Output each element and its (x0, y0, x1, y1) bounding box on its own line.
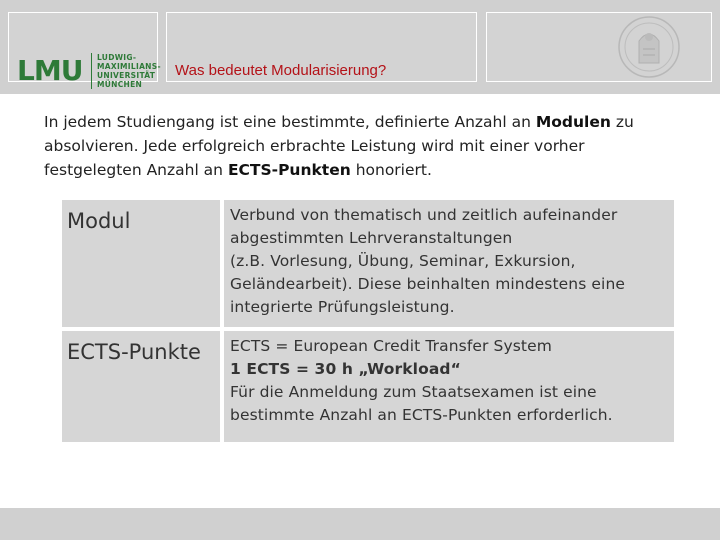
intro-paragraph (44, 110, 684, 182)
definition-line: integrierte Prüfungsleistung. (230, 298, 455, 316)
logo-divider (91, 53, 92, 89)
intro-text: honoriert. (350, 161, 432, 179)
intro-text: absolvieren. Jede erfolgreich erbrachte Leistung wird mit einer vorher (44, 137, 585, 155)
university-name-line: LUDWIG- (97, 53, 137, 62)
university-name (97, 53, 161, 89)
intro-emphasis-modulen: Modulen (535, 113, 611, 131)
definition-row-ects (62, 331, 674, 442)
definition-line: Für die Anmeldung zum Staatsexamen ist eine (230, 383, 597, 401)
definition-text (230, 204, 670, 319)
logo-box (8, 12, 161, 89)
definition-line: abgestimmten Lehrveranstaltungen (230, 229, 513, 247)
slide-title: Was bedeutet Modularisierung? (175, 62, 387, 79)
footer-bar (0, 508, 720, 540)
definition-line: bestimmte Anzahl an ECTS-Punkten erforderlich. (230, 406, 613, 424)
definition-row-modul (62, 200, 674, 327)
definition-line-bold: 1 ECTS = 30 h „Workload“ (230, 360, 461, 378)
definition-text (230, 335, 670, 427)
university-seal-icon (617, 15, 681, 79)
university-name-line: MAXIMILIANS- (97, 62, 161, 71)
intro-text: In jedem Studiengang ist eine bestimmte, definierte Anzahl an (44, 113, 536, 131)
term-label: Modul (67, 209, 131, 233)
intro-text: zu (610, 113, 634, 131)
university-name-line: MÜNCHEN (97, 80, 143, 89)
header-bar (0, 0, 720, 94)
intro-text: festgelegten Anzahl an (44, 161, 228, 179)
definition-line: Verbund von thematisch und zeitlich aufeinander (230, 206, 618, 224)
university-name-line: UNIVERSITÄT (97, 71, 156, 80)
term-cell (62, 331, 220, 442)
title-box (166, 12, 477, 82)
definition-line: ECTS = European Credit Transfer System (230, 337, 552, 355)
intro-emphasis-ects-punkten: ECTS-Punkten (227, 161, 351, 179)
term-label: ECTS-Punkte (67, 340, 201, 364)
definition-line: (z.B. Vorlesung, Übung, Seminar, Exkursion, (230, 252, 576, 270)
term-cell (62, 200, 220, 327)
seal-box (486, 12, 712, 82)
definition-cell (224, 200, 674, 327)
definition-cell (224, 331, 674, 442)
definition-line: Geländearbeit). Diese beinhalten mindestens eine (230, 275, 626, 293)
lmu-logo-wordmark: LMU (17, 54, 83, 87)
